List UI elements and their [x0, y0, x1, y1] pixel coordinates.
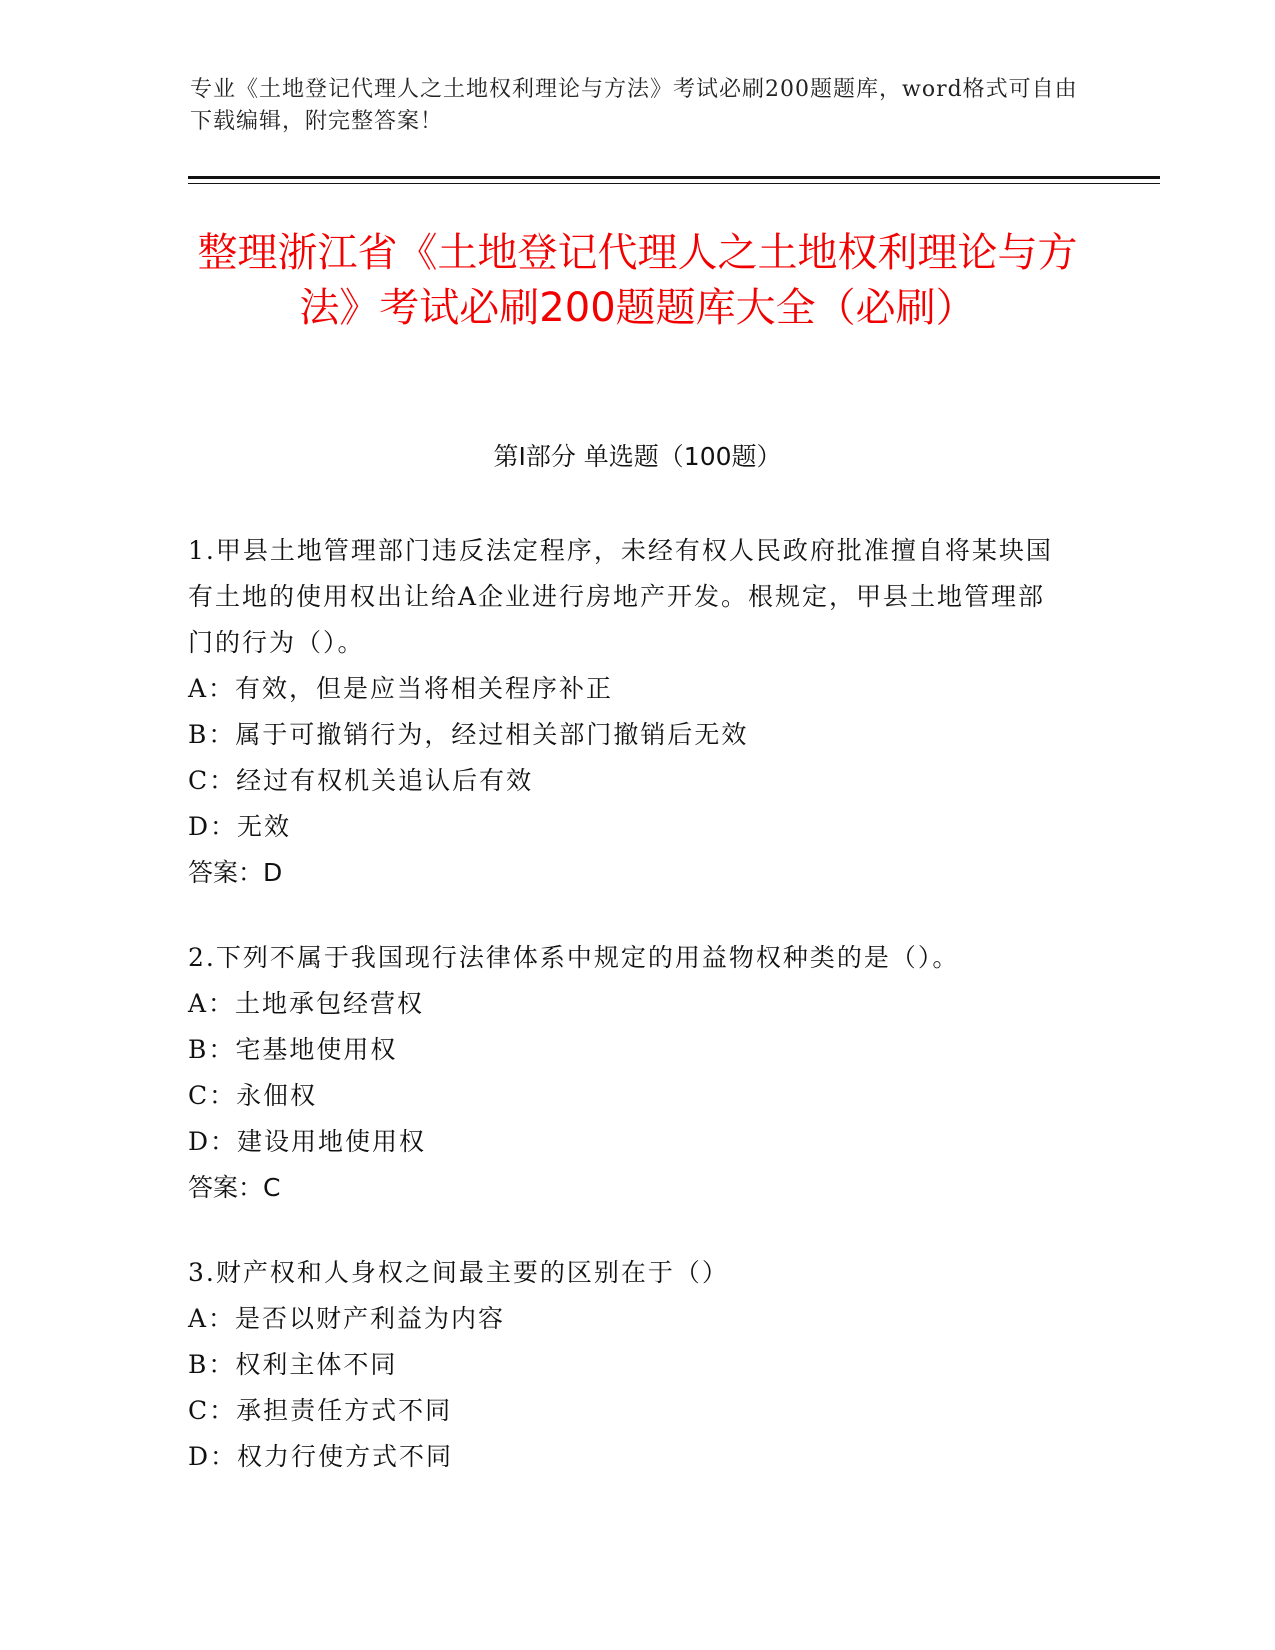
option-b: B：宅基地使用权	[188, 1035, 398, 1064]
answer: 答案：C	[188, 1173, 281, 1202]
answer: 答案：D	[188, 858, 283, 887]
question-2	[188, 935, 1068, 1211]
question-stem: 3.财产权和人身权之间最主要的区别在于（）	[188, 1258, 729, 1287]
option-b: B：属于可撤销行为，经过相关部门撤销后无效	[188, 720, 749, 749]
header-rule-thin	[188, 183, 1160, 184]
option-d: D：权力行使方式不同	[188, 1442, 454, 1471]
option-c: C：承担责任方式不同	[188, 1396, 453, 1425]
header-rule-thick	[188, 176, 1160, 179]
question-3	[188, 1250, 1068, 1480]
header-note: 专业《土地登记代理人之土地权利理论与方法》考试必刷200题题库，word格式可自由下载编辑，附完整答案！	[190, 77, 1078, 134]
option-b: B：权利主体不同	[188, 1350, 398, 1379]
document-title: 整理浙江省《土地登记代理人之土地权利理论与方法》考试必刷200题题库大全（必刷）	[197, 230, 1078, 331]
option-a: A：土地承包经营权	[188, 989, 425, 1018]
option-c: C：永佃权	[188, 1081, 318, 1110]
question-stem: 1.甲县土地管理部门违反法定程序，未经有权人民政府批准擅自将某块国有土地的使用权出让给A企业进行房地产开发。根规定，甲县土地管理部门的行为（）。	[188, 536, 1053, 657]
option-d: D：无效	[188, 812, 292, 841]
question-list	[188, 528, 1068, 1519]
option-c: C：经过有权机关追认后有效	[188, 766, 534, 795]
section-heading: 第I部分 单选题（100题）	[493, 442, 782, 471]
option-a: A：是否以财产利益为内容	[188, 1304, 506, 1333]
question-1	[188, 528, 1068, 896]
option-a: A：有效，但是应当将相关程序补正	[188, 674, 614, 703]
option-d: D：建设用地使用权	[188, 1127, 427, 1156]
question-stem: 2.下列不属于我国现行法律体系中规定的用益物权种类的是（）。	[188, 943, 960, 972]
